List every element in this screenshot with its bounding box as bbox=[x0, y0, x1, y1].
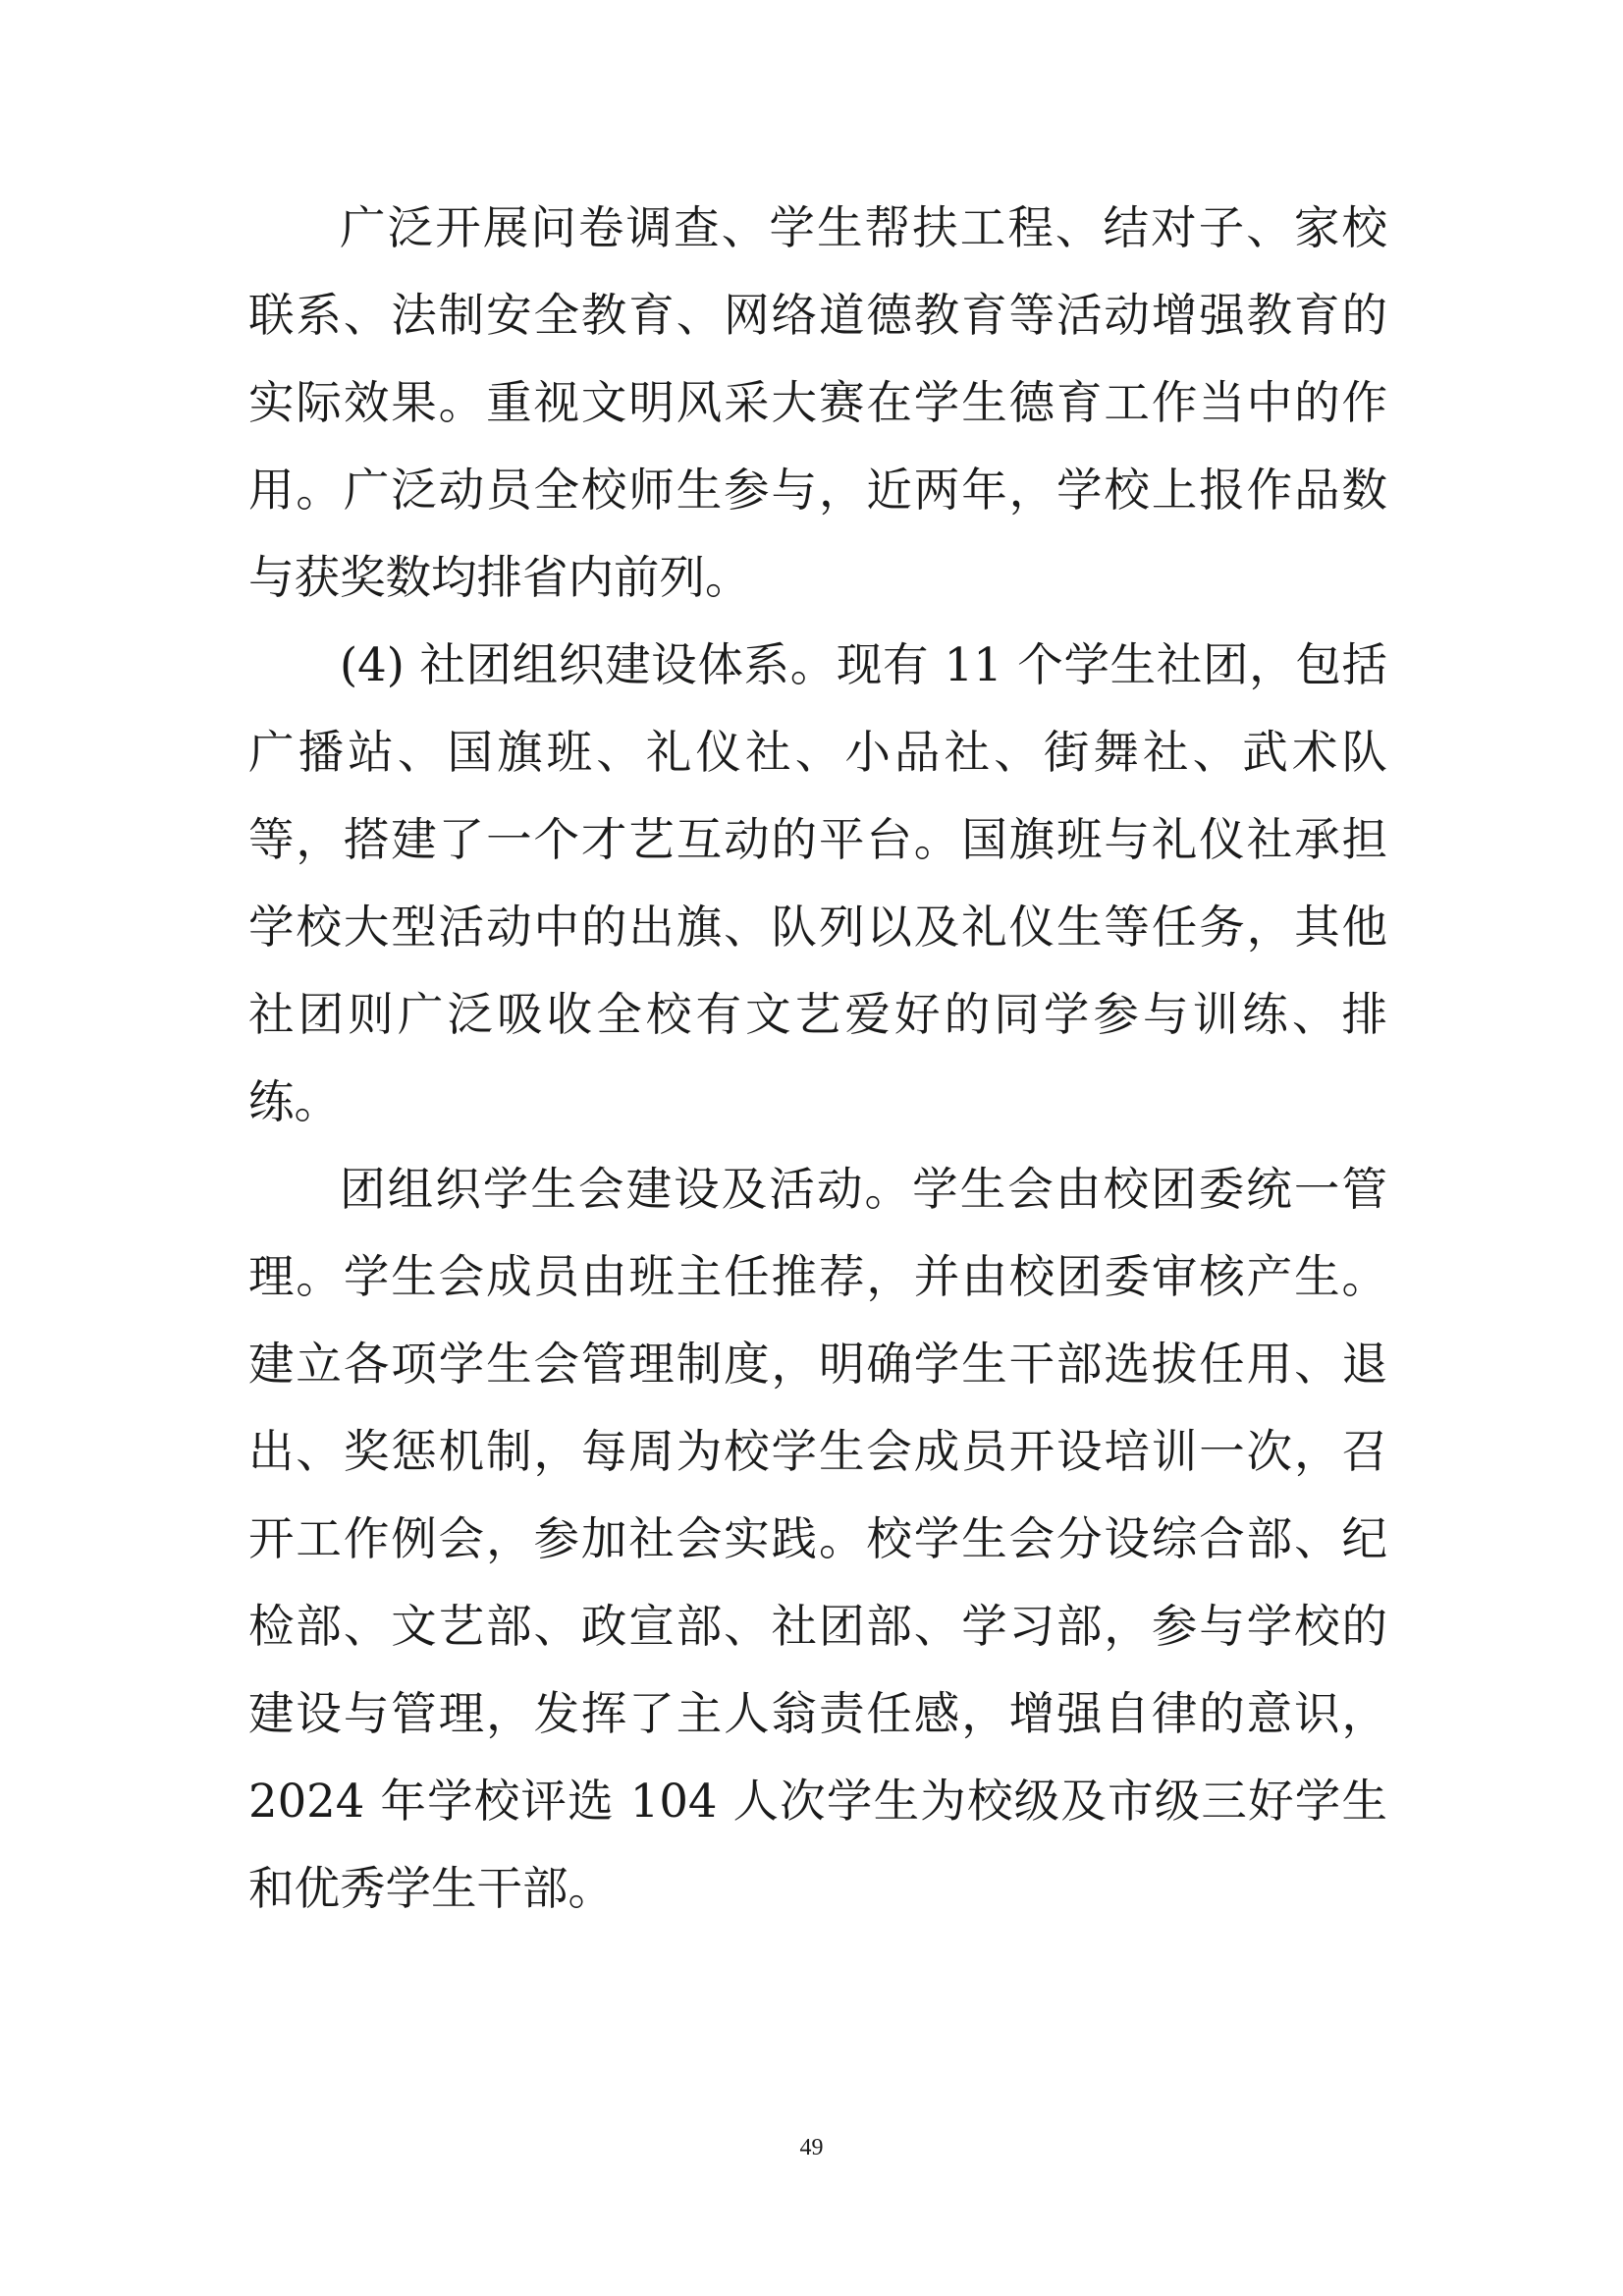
body-text bbox=[248, 185, 1387, 1933]
paragraph-student-union: 团组织学生会建设及活动。学生会由校团委统一管理。学生会成员由班主任推荐，并由校团委审核产生。建立各项学生会管理制度，明确学生干部选拔任用、退出、奖惩机制，每周为校学生会成员开设培训一次，召开工作例会，参加社会实践。校学生会分设综合部、纪检部、文艺部、政宣部、社团部、学习部，参与学校的建设与管理，发挥了主人翁责任感，增强自律的意识，2024 年学校评选 104 人次学生为校级及市级三好学生和优秀学生干部。 bbox=[248, 1163, 1387, 1915]
paragraph-student-clubs: (4) 社团组织建设体系。现有 11 个学生社团，包括广播站、国旗班、礼仪社、小品社、街舞社、武术队等，搭建了一个才艺互动的平台。国旗班与礼仪社承担学校大型活动中的出旗、队列以及礼仪生等任务，其他社团则广泛吸收全校有文艺爱好的同学参与训练、排练。 bbox=[248, 638, 1387, 1128]
page-number: 49 bbox=[799, 2135, 824, 2160]
paragraph-activities: 广泛开展问卷调查、学生帮扶工程、结对子、家校联系、法制安全教育、网络道德教育等活动增强教育的实际效果。重视文明风采大赛在学生德育工作当中的作用。广泛动员全校师生参与，近两年，学校上报作品数与获奖数均排省内前列。 bbox=[248, 201, 1387, 604]
